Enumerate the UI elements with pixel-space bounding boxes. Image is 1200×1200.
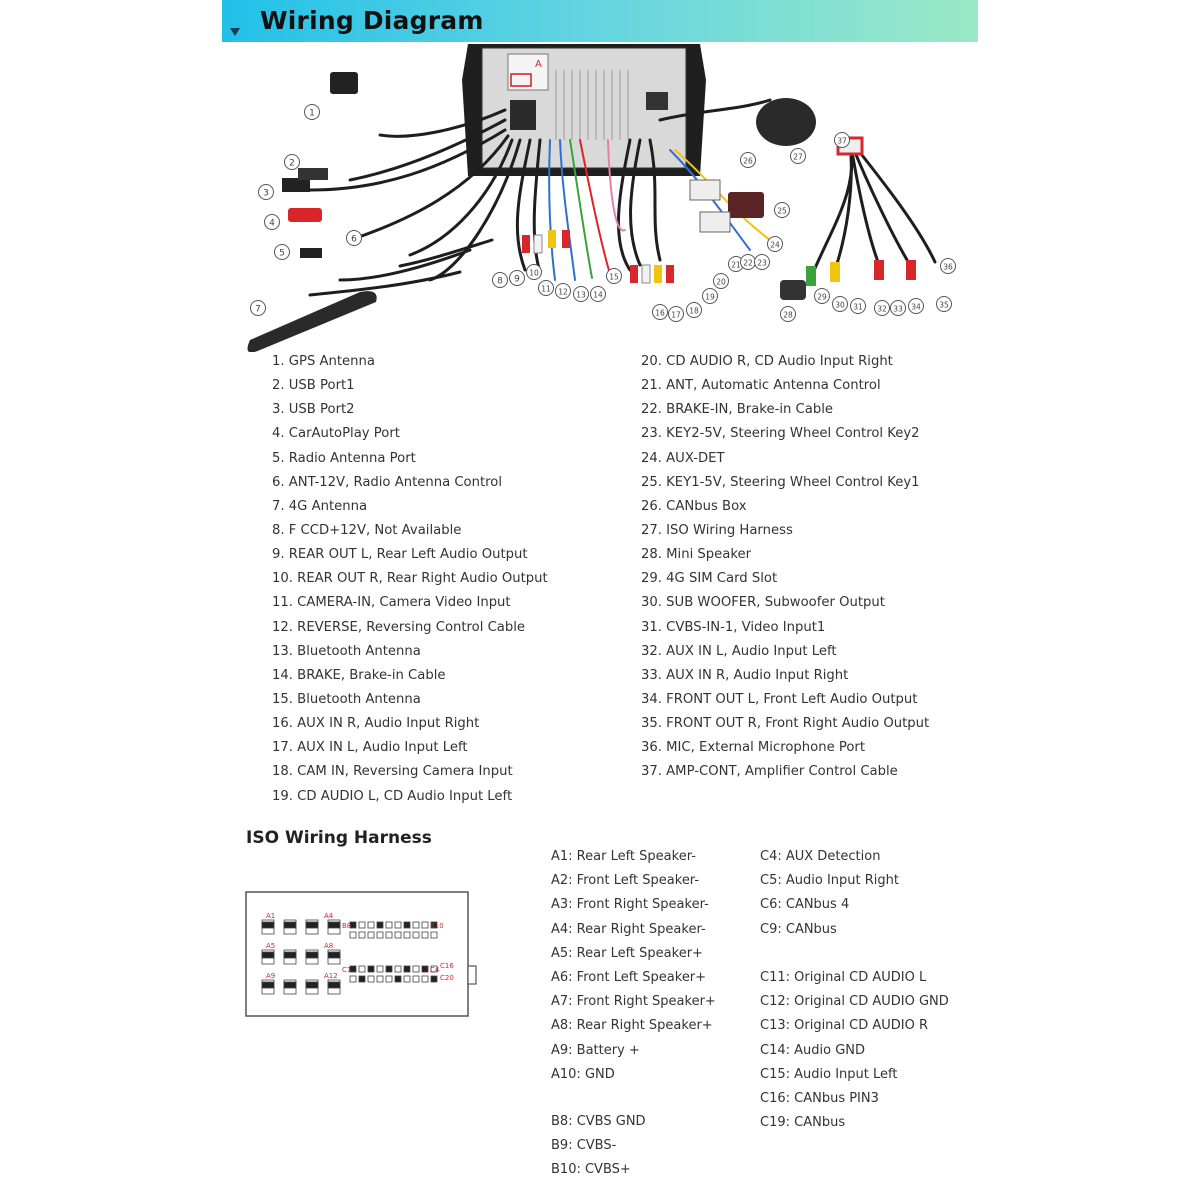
connector-pin xyxy=(413,922,419,928)
list-item: 19. CD AUDIO L, CD Audio Input Left xyxy=(272,788,513,804)
connector-pin xyxy=(386,976,392,982)
pin-list-c1 xyxy=(760,845,899,942)
callout-label: 18 xyxy=(689,306,699,316)
list-item: C4: AUX Detection xyxy=(760,849,881,864)
list-item: A5: Rear Left Speaker+ xyxy=(551,945,703,961)
connector-pin xyxy=(328,982,340,988)
connector-pin xyxy=(395,932,401,938)
list-item: B10: CVBS+ xyxy=(551,1162,631,1178)
connector-label: C1 xyxy=(342,966,352,974)
callout-label: 24 xyxy=(770,240,780,250)
callout-label: 28 xyxy=(783,310,793,320)
connector-pin xyxy=(350,932,356,938)
callout-label: 15 xyxy=(609,272,619,282)
callout-label: 30 xyxy=(835,300,845,310)
connector-pin xyxy=(284,982,296,988)
unit-port-label: A xyxy=(535,59,542,70)
connector-pin xyxy=(359,966,365,972)
connector-label: B8 xyxy=(342,922,352,930)
callout-label: 22 xyxy=(743,258,753,268)
list-item: A9: Battery + xyxy=(551,1042,640,1058)
sub-harness xyxy=(780,138,935,300)
callout-label: 25 xyxy=(777,206,787,216)
callout-label: 23 xyxy=(757,258,767,268)
pin-list-b xyxy=(551,1110,646,1183)
list-item: B8: CVBS GND xyxy=(551,1114,646,1129)
list-item: 12. REVERSE, Reversing Control Cable xyxy=(272,619,526,635)
connector-pin xyxy=(395,966,401,972)
pin-list-c2 xyxy=(760,966,949,1135)
list-item: A8: Rear Right Speaker+ xyxy=(551,1018,713,1034)
callout-label: 12 xyxy=(558,287,568,297)
list-item: C12: Original CD AUDIO GND xyxy=(760,994,949,1010)
list-item: C9: CANbus xyxy=(760,921,837,937)
callout-label: 34 xyxy=(911,302,921,312)
connector-pin xyxy=(422,966,428,972)
connector-pin xyxy=(262,952,274,958)
connector-pin xyxy=(262,982,274,988)
list-item: 3. USB Port2 xyxy=(272,402,355,418)
connector-pin xyxy=(262,922,274,928)
callout-label: 19 xyxy=(705,292,715,302)
connector-pin xyxy=(413,932,419,938)
callout-label: 10 xyxy=(529,268,539,278)
mini-speaker xyxy=(756,98,816,146)
callout-label: 14 xyxy=(593,290,603,300)
connector-pin xyxy=(431,932,437,938)
list-item: B9: CVBS- xyxy=(551,1138,617,1154)
list-item: 36. MIC, External Microphone Port xyxy=(641,740,866,756)
connector-pin xyxy=(350,976,356,982)
callout-label: 32 xyxy=(877,304,887,314)
connector-pin xyxy=(386,966,392,972)
connector-pin xyxy=(377,922,383,928)
list-item: C16: CANbus PIN3 xyxy=(760,1090,879,1106)
legend-left xyxy=(272,350,548,809)
connector-pin xyxy=(377,976,383,982)
connector-pin xyxy=(404,932,410,938)
list-item: C15: Audio Input Left xyxy=(760,1066,898,1082)
list-item: 30. SUB WOOFER, Subwoofer Output xyxy=(641,595,885,611)
connector-pin xyxy=(368,966,374,972)
callout-label: 20 xyxy=(716,277,726,287)
list-item: 32. AUX IN L, Audio Input Left xyxy=(641,643,837,659)
connector-label: A12 xyxy=(324,972,338,980)
connector-label: A4 xyxy=(324,912,334,920)
list-item: 37. AMP-CONT, Amplifier Control Cable xyxy=(641,764,898,780)
connector-pin xyxy=(368,922,374,928)
callout-label: 6 xyxy=(351,234,357,245)
wiring-diagram xyxy=(230,40,970,352)
connector-pin xyxy=(284,922,296,928)
list-item: 2. USB Port1 xyxy=(272,378,355,394)
connector-pin xyxy=(422,976,428,982)
list-item: 35. FRONT OUT R, Front Right Audio Output xyxy=(641,716,930,732)
connector-pin xyxy=(306,982,318,988)
list-item: 31. CVBS-IN-1, Video Input1 xyxy=(641,619,826,635)
list-item: 5. Radio Antenna Port xyxy=(272,450,416,466)
list-item: 28. Mini Speaker xyxy=(641,547,752,563)
connector-pin xyxy=(377,966,383,972)
callout-label: 21 xyxy=(731,260,741,270)
connector-pin xyxy=(422,932,428,938)
connector-pin xyxy=(359,922,365,928)
callout-label: 36 xyxy=(943,262,953,272)
connector-pin xyxy=(404,976,410,982)
connector-pin xyxy=(413,966,419,972)
list-item: A2: Front Left Speaker- xyxy=(551,873,700,889)
iso-plugs xyxy=(690,180,730,232)
rca-plugs-left xyxy=(522,230,674,283)
pin-list-a xyxy=(551,845,716,1087)
callout-label: 11 xyxy=(541,284,551,294)
list-item: 13. Bluetooth Antenna xyxy=(272,643,421,659)
callout-label: 13 xyxy=(576,290,586,300)
connector-pin xyxy=(395,922,401,928)
list-item: 16. AUX IN R, Audio Input Right xyxy=(272,716,480,732)
list-item: C5: Audio Input Right xyxy=(760,873,899,889)
callout-label: 35 xyxy=(939,300,949,310)
list-item: A7: Front Right Speaker+ xyxy=(551,994,716,1010)
list-item: 23. KEY2-5V, Steering Wheel Control Key2 xyxy=(641,426,920,442)
callout-label: 2 xyxy=(289,158,295,169)
list-item: C14: Audio GND xyxy=(760,1042,866,1058)
list-item: 10. REAR OUT R, Rear Right Audio Output xyxy=(272,571,548,587)
list-item: 27. ISO Wiring Harness xyxy=(641,522,793,538)
list-item: 24. AUX-DET xyxy=(641,450,725,466)
radio-antenna-port xyxy=(300,248,322,258)
gps-antenna xyxy=(330,72,358,94)
callout-label: 16 xyxy=(655,308,665,318)
callout-label: 9 xyxy=(514,274,520,285)
list-item: 22. BRAKE-IN, Brake-in Cable xyxy=(641,402,833,418)
callout-label: 29 xyxy=(817,292,827,302)
callout-label: 31 xyxy=(853,302,863,312)
connector-label: C4 xyxy=(430,966,440,974)
connector-pin xyxy=(422,922,428,928)
list-item: 6. ANT-12V, Radio Antenna Control xyxy=(272,474,503,490)
connector-label: A9 xyxy=(266,972,276,980)
callout-label: 37 xyxy=(837,136,847,146)
callout-label: 26 xyxy=(743,156,753,166)
connector-pin xyxy=(404,966,410,972)
callout-label: 7 xyxy=(255,304,261,315)
callout-label: 1 xyxy=(309,108,315,119)
list-item: C19: CANbus xyxy=(760,1115,846,1131)
list-item: 9. REAR OUT L, Rear Left Audio Output xyxy=(272,547,528,563)
connector-pin xyxy=(404,922,410,928)
list-item: 26. CANbus Box xyxy=(641,498,747,514)
list-item: 33. AUX IN R, Audio Input Right xyxy=(641,667,849,683)
connector-pin xyxy=(306,952,318,958)
connector-pin xyxy=(328,922,340,928)
iso-connector-diagram xyxy=(244,888,478,1020)
connector-pin xyxy=(377,932,383,938)
connector-pin xyxy=(386,922,392,928)
callout-label: 3 xyxy=(263,188,269,199)
carautoplay-port xyxy=(288,208,322,222)
connector-pin xyxy=(386,932,392,938)
connector-pin xyxy=(306,922,318,928)
connector-label: A1 xyxy=(266,912,276,920)
list-item: 11. CAMERA-IN, Camera Video Input xyxy=(272,595,511,611)
connector-label: C20 xyxy=(440,974,454,982)
list-item: A10: GND xyxy=(551,1066,615,1082)
list-item: 25. KEY1-5V, Steering Wheel Control Key1 xyxy=(641,474,920,490)
connector-pin xyxy=(395,976,401,982)
connector-pin xyxy=(359,976,365,982)
4g-antenna xyxy=(248,291,377,352)
list-item: 7. 4G Antenna xyxy=(272,498,368,514)
list-item: 18. CAM IN, Reversing Camera Input xyxy=(272,764,513,780)
page-title: Wiring Diagram xyxy=(260,6,484,35)
connector-pin xyxy=(368,976,374,982)
list-item: C11: Original CD AUDIO L xyxy=(760,970,927,985)
connector-label: B10 xyxy=(430,922,444,930)
connector-pin xyxy=(328,952,340,958)
list-item: 34. FRONT OUT L, Front Left Audio Output xyxy=(641,691,918,707)
callout-label: 5 xyxy=(279,248,285,259)
list-item: 17. AUX IN L, Audio Input Left xyxy=(272,740,468,756)
list-item: 8. F CCD+12V, Not Available xyxy=(272,522,462,538)
canbus-box xyxy=(728,192,764,218)
connector-pin xyxy=(431,976,437,982)
list-item: 14. BRAKE, Brake-in Cable xyxy=(272,667,446,683)
connector-label: A5 xyxy=(266,942,276,950)
connector-label: C16 xyxy=(440,962,454,970)
connector-pin xyxy=(284,952,296,958)
list-item: A4: Rear Right Speaker- xyxy=(551,921,706,937)
callout-label: 17 xyxy=(671,310,681,320)
callout-label: 33 xyxy=(893,304,903,314)
legend-right xyxy=(641,350,929,785)
list-item: 29. 4G SIM Card Slot xyxy=(641,571,778,587)
list-item: A3: Front Right Speaker- xyxy=(551,897,709,913)
iso-section-title: ISO Wiring Harness xyxy=(246,828,432,848)
connector-pin xyxy=(359,932,365,938)
list-item: 21. ANT, Automatic Antenna Control xyxy=(641,378,881,394)
header-bar xyxy=(222,0,978,42)
list-item: 4. CarAutoPlay Port xyxy=(272,426,400,442)
connector-label: A8 xyxy=(324,942,334,950)
list-item: C6: CANbus 4 xyxy=(760,897,850,913)
list-item: A1: Rear Left Speaker- xyxy=(551,849,696,864)
callout-label: 4 xyxy=(269,218,275,229)
header-triangle-icon xyxy=(230,28,240,36)
callout-label: 8 xyxy=(497,276,503,287)
list-item: 15. Bluetooth Antenna xyxy=(272,691,421,707)
list-item: 1. GPS Antenna xyxy=(272,354,375,369)
callout-label: 27 xyxy=(793,152,803,162)
connector-pin xyxy=(413,976,419,982)
list-item: A6: Front Left Speaker+ xyxy=(551,969,707,985)
connector-pin xyxy=(368,932,374,938)
list-item: 20. CD AUDIO R, CD Audio Input Right xyxy=(641,354,893,369)
list-item: C13: Original CD AUDIO R xyxy=(760,1018,929,1034)
